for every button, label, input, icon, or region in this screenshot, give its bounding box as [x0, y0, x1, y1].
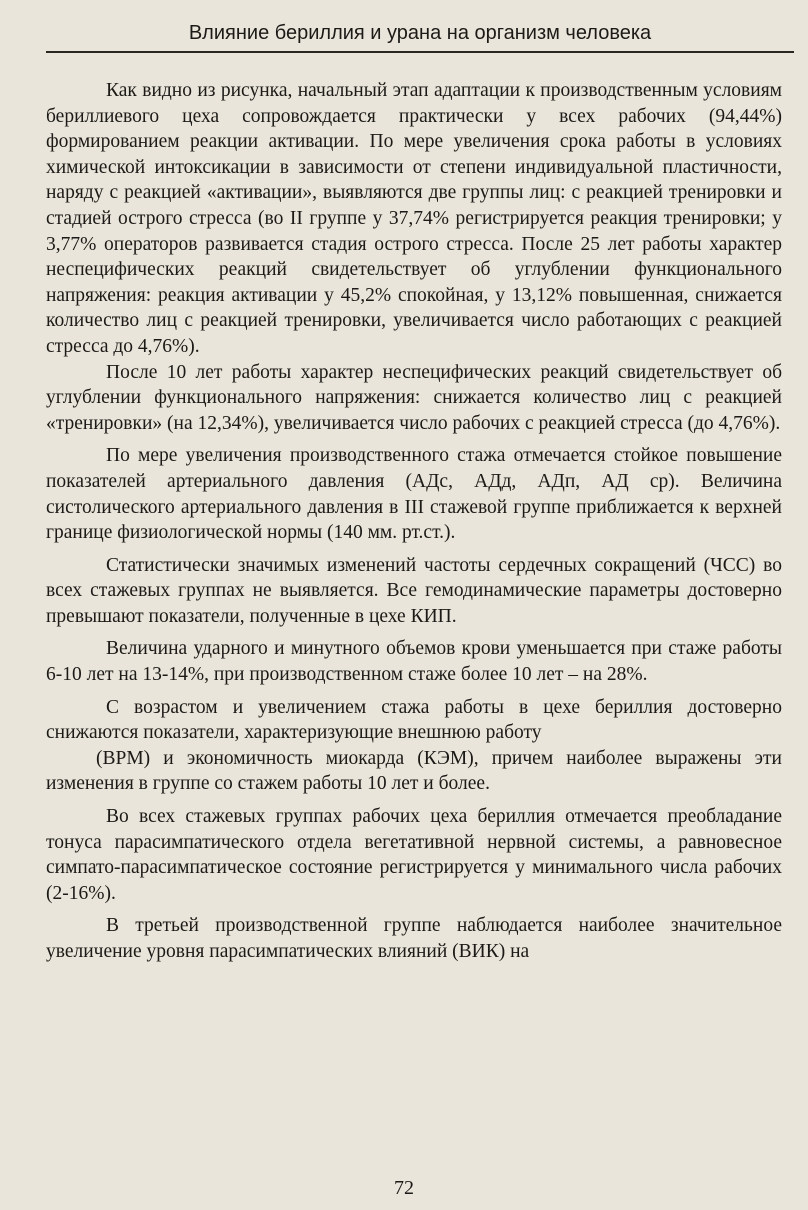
paragraph: В третьей производственной группе наблюдается наиболее значительное увеличение уровня парасимпатических влияний (ВИК) на: [46, 915, 782, 962]
running-header: Влияние бериллия и урана на организм человека: [188, 22, 652, 44]
paragraph: С возрастом и увеличением стажа работы в цехе бериллия достоверно снижаются показатели, характеризующие внешнюю работу: [46, 696, 782, 744]
page-number: 72: [394, 1177, 414, 1199]
paragraph: По мере увеличения производственного стажа отмечается стойкое повышение показателей артериального давления (АДс, АДд, АДп, АД ср). Величина систолического артериального давления в III стажевой группе приближается к верхней границе физиологической нормы (140 мм. рт.ст.).: [46, 445, 782, 544]
paragraph: Во всех стажевых группах рабочих цеха бериллия отмечается преобладание тонуса парасимпатического отдела вегетативной нервной системы, а равновесное симпато-парасимпатическое состояние регистрируется у минимального числа рабочих (2-16%).: [46, 806, 782, 904]
paragraph: Величина ударного и минутного объемов крови уменьшается при стаже работы 6-10 лет на 13-14%, при производственном стаже более 10 лет – на 28%.: [46, 638, 782, 686]
paragraph: Статистически значимых изменений частоты сердечных сокращений (ЧСС) во всех стажевых группах не выявляется. Все гемодинамические параметры достоверно превышают показатели, полученные в цехе КИП.: [46, 554, 782, 627]
header-rule: [46, 51, 794, 53]
body-text: [46, 78, 782, 965]
paragraph: Как видно из рисунка, начальный этап адаптации к производственным условиям бериллиевого цеха сопровождается практически у всех рабочих (94,44%) формированием реакции активации. По мере увеличения срока работы в условиях химической интоксикации в зависимости от степени индивидуальной пластичности, наряду с реакцией «активации», выявляются две группы лиц: с реакцией тренировки и стадией острого стресса (во II группе у 37,74% регистрируется реакция тренировки; у 3,77% операторов развивается стадия острого стресса. После 25 лет работы характер неспецифических реакций свидетельствует об углублении функционального напряжения: реакция активации у 45,2% спокойная, у 13,12% повышенная, снижается количество лиц с реакцией тренировки, увеличивается число работающих с реакцией стресса до 4,76%).: [46, 80, 782, 357]
paragraph: После 10 лет работы характер неспецифических реакций свидетельствует об углублении функционального напряжения: снижается количество лиц с реакцией «тренировки» (на 12,34%), увеличивается число рабочих с реакцией стресса (до 4,76%).: [46, 361, 782, 434]
paragraph: (ВРМ) и экономичность миокарда (КЭМ), причем наиболее выражены эти изменения в группе со стажем работы 10 лет и более.: [46, 747, 782, 795]
